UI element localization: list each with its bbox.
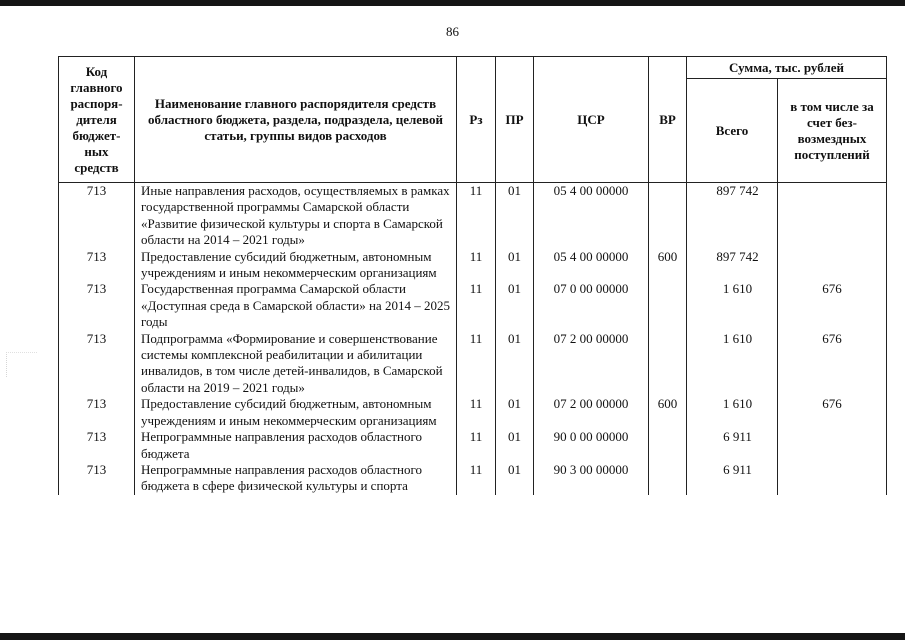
- header-sum: Сумма, тыс. рублей: [687, 57, 887, 79]
- row-vr: 600: [649, 249, 687, 282]
- budget-table: [58, 56, 887, 495]
- row-rz: 11: [457, 429, 496, 462]
- header-vr: ВР: [649, 57, 687, 183]
- row-pr: 01: [496, 429, 534, 462]
- row-rz: 11: [457, 183, 496, 249]
- table-row: [59, 462, 887, 495]
- row-rz: 11: [457, 281, 496, 330]
- row-code: 713: [59, 331, 135, 397]
- row-code: 713: [59, 281, 135, 330]
- row-rz: 11: [457, 331, 496, 397]
- row-csr: 90 0 00 00000: [534, 429, 649, 462]
- row-rz: 11: [457, 462, 496, 495]
- row-total: 897 742: [687, 183, 778, 249]
- row-grants: 676: [778, 331, 887, 397]
- row-csr: 07 0 00 00000: [534, 281, 649, 330]
- row-total: 6 911: [687, 462, 778, 495]
- row-total: 6 911: [687, 429, 778, 462]
- row-vr: [649, 462, 687, 495]
- page-number: 86: [446, 24, 459, 39]
- scan-smudge: [6, 352, 37, 377]
- row-code: 713: [59, 462, 135, 495]
- row-name: Предоставление субсидий бюджетным, автономным учреждениям и иным некоммерческим организациям: [135, 396, 457, 429]
- row-csr: 05 4 00 00000: [534, 249, 649, 282]
- row-code: 713: [59, 249, 135, 282]
- row-csr: 07 2 00 00000: [534, 331, 649, 397]
- top-border-bar: [0, 0, 905, 6]
- row-grants: 676: [778, 281, 887, 330]
- header-pr: ПР: [496, 57, 534, 183]
- row-csr: 90 3 00 00000: [534, 462, 649, 495]
- row-total: 1 610: [687, 281, 778, 330]
- row-grants: [778, 462, 887, 495]
- row-pr: 01: [496, 396, 534, 429]
- row-grants: [778, 249, 887, 282]
- row-grants: [778, 429, 887, 462]
- row-name: Непрограммные направления расходов областного бюджета: [135, 429, 457, 462]
- header-code: Код главного распоря-дителя бюджет-ных средств: [59, 57, 135, 183]
- table-row: [59, 429, 887, 462]
- bottom-border-bar: [0, 633, 905, 640]
- row-rz: 11: [457, 396, 496, 429]
- table-row: [59, 396, 887, 429]
- row-name: Иные направления расходов, осуществляемых в рамках государственной программы Самарской области «Развитие физической культуры и спорта в Самарской области на 2014 – 2021 годы»: [135, 183, 457, 249]
- table-row: [59, 331, 887, 397]
- row-csr: 05 4 00 00000: [534, 183, 649, 249]
- row-vr: 600: [649, 396, 687, 429]
- row-name: Непрограммные направления расходов областного бюджета в сфере физической культуры и спорта: [135, 462, 457, 495]
- header-total: Всего: [687, 79, 778, 183]
- table-row: [59, 249, 887, 282]
- row-total: 1 610: [687, 331, 778, 397]
- row-name: Государственная программа Самарской области «Доступная среда в Самарской области» на 2014 – 2025 годы: [135, 281, 457, 330]
- row-pr: 01: [496, 183, 534, 249]
- row-code: 713: [59, 183, 135, 249]
- table-header: [59, 57, 887, 183]
- row-csr: 07 2 00 00000: [534, 396, 649, 429]
- header-name: Наименование главного распорядителя средств областного бюджета, раздела, подраздела, целевой статьи, группы видов расходов: [135, 57, 457, 183]
- table-row: [59, 183, 887, 249]
- row-vr: [649, 183, 687, 249]
- row-grants: [778, 183, 887, 249]
- row-total: 1 610: [687, 396, 778, 429]
- row-code: 713: [59, 429, 135, 462]
- row-grants: 676: [778, 396, 887, 429]
- row-pr: 01: [496, 249, 534, 282]
- row-code: 713: [59, 396, 135, 429]
- row-vr: [649, 331, 687, 397]
- row-pr: 01: [496, 331, 534, 397]
- row-vr: [649, 281, 687, 330]
- header-csr: ЦСР: [534, 57, 649, 183]
- row-rz: 11: [457, 249, 496, 282]
- row-pr: 01: [496, 462, 534, 495]
- header-rz: Рз: [457, 57, 496, 183]
- row-name: Предоставление субсидий бюджетным, автономным учреждениям и иным некоммерческим организациям: [135, 249, 457, 282]
- row-vr: [649, 429, 687, 462]
- row-pr: 01: [496, 281, 534, 330]
- header-grants: в том числе за счет без-возмездных поступлений: [778, 79, 887, 183]
- row-total: 897 742: [687, 249, 778, 282]
- row-name: Подпрограмма «Формирование и совершенствование системы комплексной реабилитации и абилитации инвалидов, в том числе детей-инвалидов, в Самарской области на 2019 – 2021 годы»: [135, 331, 457, 397]
- table-row: [59, 281, 887, 330]
